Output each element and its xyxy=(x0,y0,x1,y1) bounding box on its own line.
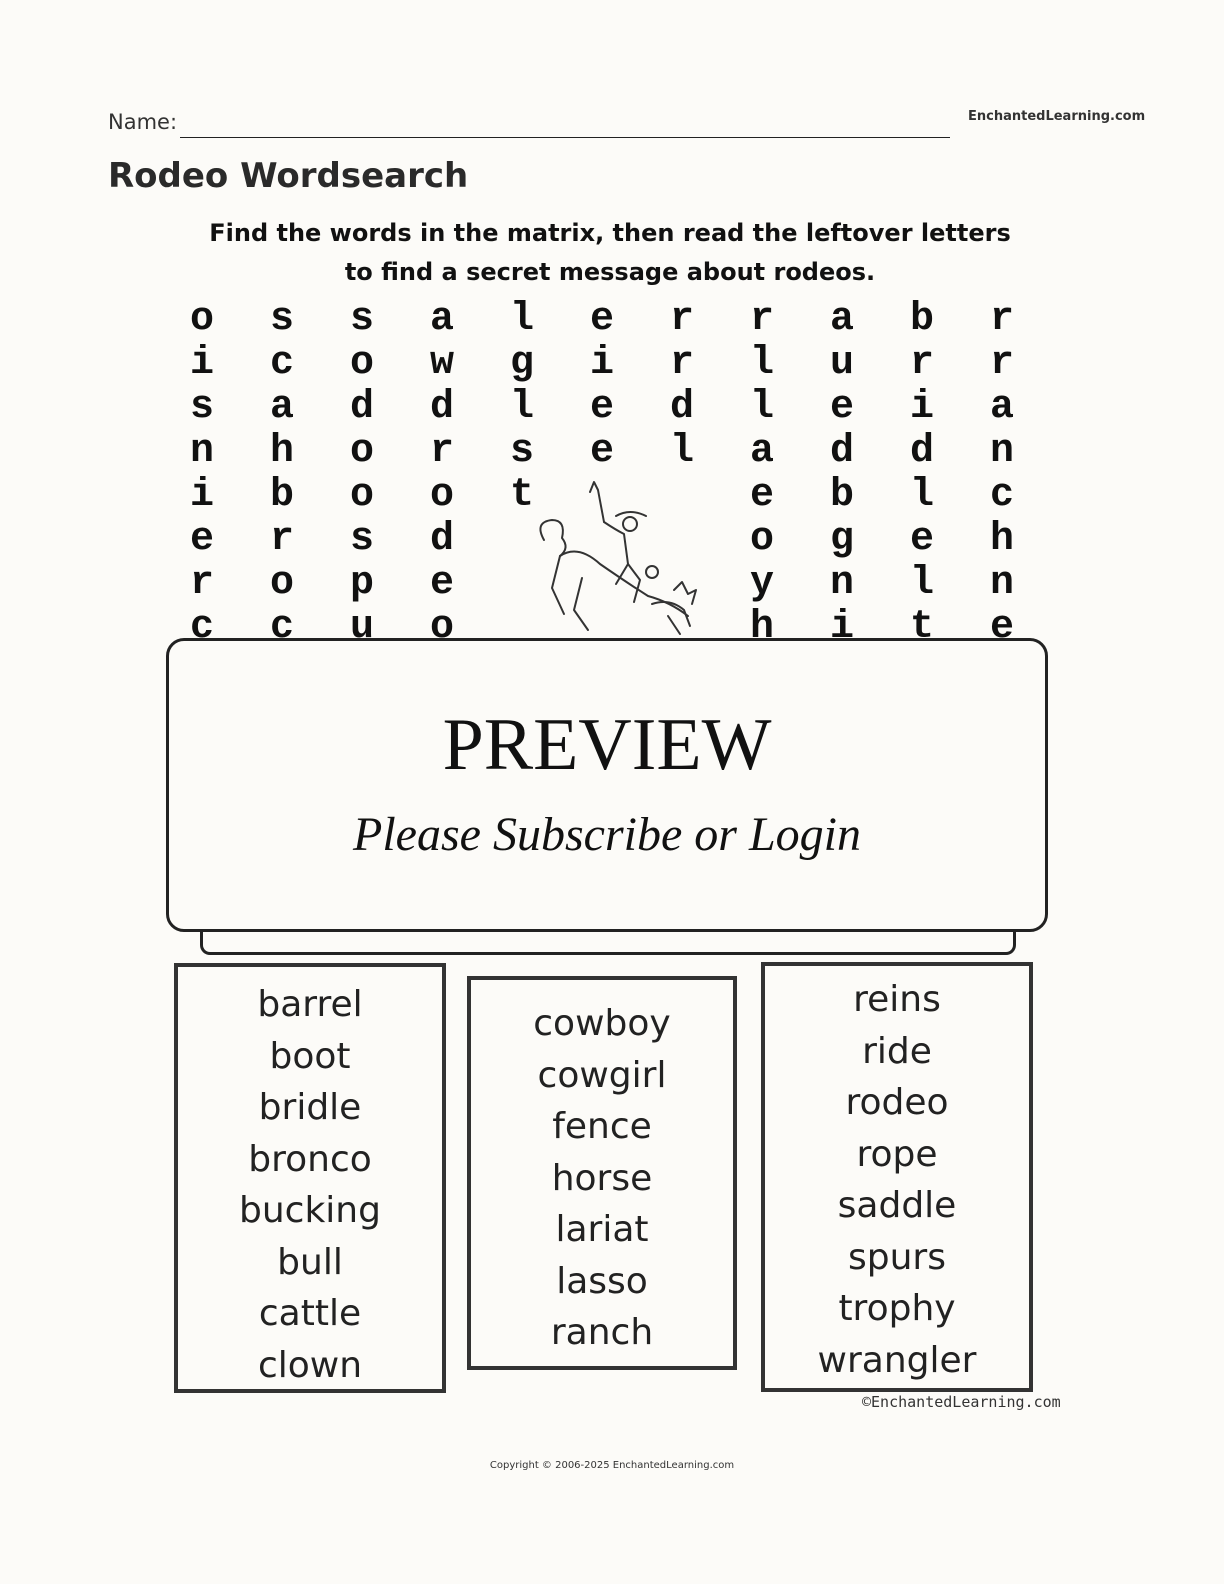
grid-letter: s xyxy=(269,298,294,342)
grid-letter: d xyxy=(909,429,934,474)
word-item: barrel xyxy=(257,984,363,1025)
word-list-box-1 xyxy=(174,963,446,1393)
grid-letter: l xyxy=(909,473,934,518)
grid-letter: o xyxy=(189,298,214,342)
grid-letter: l xyxy=(509,385,534,430)
grid-letter: h xyxy=(749,605,774,638)
grid-letter: d xyxy=(669,385,694,430)
grid-letter: l xyxy=(669,429,694,474)
word-item: cattle xyxy=(258,1293,362,1334)
grid-letter: t xyxy=(909,605,934,638)
grid-letter: n xyxy=(829,561,854,606)
grid-letter: r xyxy=(909,341,934,386)
rider-hat xyxy=(616,512,646,516)
grid-letter: e xyxy=(589,385,614,430)
word-item: wrangler xyxy=(817,1339,977,1381)
grid-letter: e xyxy=(589,298,614,342)
grid-letter: r xyxy=(669,341,694,386)
preview-overlay[interactable] xyxy=(166,638,1048,932)
rodeo-rider-icon xyxy=(530,478,700,638)
word-list xyxy=(765,966,1029,1386)
word-item: rodeo xyxy=(845,1082,949,1123)
grid-letter: o xyxy=(269,561,294,606)
grid-letter: l xyxy=(509,298,534,342)
instructions-line-2: to find a secret message about rodeos. xyxy=(344,258,876,286)
word-item: ranch xyxy=(550,1312,654,1353)
grid-letter: d xyxy=(349,385,374,430)
grid-letter: u xyxy=(829,341,854,386)
grid-letter: d xyxy=(429,517,454,562)
grid-letter: b xyxy=(269,473,294,518)
grid-letter: o xyxy=(349,429,374,474)
word-item: saddle xyxy=(837,1185,957,1226)
word-list xyxy=(471,980,733,1359)
grid-letter: w xyxy=(429,341,454,386)
grid-row xyxy=(162,430,1042,474)
grid-letter: y xyxy=(749,561,774,606)
word-item: bull xyxy=(277,1241,343,1283)
site-header: EnchantedLearning.com xyxy=(968,109,1146,124)
grid-letter: o xyxy=(749,517,774,562)
horse-back xyxy=(560,552,688,617)
word-list-box-2 xyxy=(467,976,737,1370)
word-item: bridle xyxy=(258,1087,362,1128)
grid-letter: o xyxy=(349,341,374,386)
grid-letter: r xyxy=(269,517,294,562)
word-item: clown xyxy=(257,1344,363,1386)
word-item: cowgirl xyxy=(537,1054,667,1096)
subscribe-login-link[interactable]: Please Subscribe or Login xyxy=(353,808,861,861)
grid-letter: r xyxy=(989,341,1014,386)
grid-row xyxy=(162,386,1042,430)
grid-letter: h xyxy=(269,429,294,474)
word-item: reins xyxy=(853,979,941,1020)
grid-letter: s xyxy=(349,517,374,562)
rider-head xyxy=(623,517,637,531)
grid-letter: a xyxy=(269,385,294,430)
horse-tail xyxy=(540,520,565,556)
grid-letter: n xyxy=(989,429,1014,474)
page-title: Rodeo Wordsearch xyxy=(108,156,469,196)
grid-letter: r xyxy=(989,298,1014,342)
rider-raised-arm xyxy=(590,482,604,522)
grid-letter: e xyxy=(829,385,854,430)
grid-letter: e xyxy=(429,561,454,606)
grid-letter: i xyxy=(589,341,614,386)
word-item: lasso xyxy=(556,1260,648,1302)
grid-letter: r xyxy=(749,298,774,342)
grid-letter: e xyxy=(909,517,934,562)
grid-letter: d xyxy=(429,385,454,430)
grid-letter: a xyxy=(829,298,854,342)
word-item: trophy xyxy=(838,1288,956,1329)
grid-row xyxy=(162,342,1042,386)
name-label: Name: xyxy=(108,110,178,134)
grid-letter: u xyxy=(349,605,374,638)
word-item: lariat xyxy=(555,1209,649,1250)
grid-letter: d xyxy=(829,429,854,474)
grid-letter: n xyxy=(989,561,1014,606)
grid-letter: i xyxy=(909,385,934,430)
word-list-box-3 xyxy=(761,962,1033,1392)
horse-front xyxy=(652,602,690,634)
grid-letter: a xyxy=(429,298,454,342)
grid-letter: g xyxy=(509,341,534,386)
grid-letter: a xyxy=(989,385,1014,430)
grid-letter: o xyxy=(429,605,454,638)
grid-letter: i xyxy=(189,341,214,386)
grid-letter: o xyxy=(349,473,374,518)
grid-letter: h xyxy=(989,517,1014,562)
horse-hind-legs xyxy=(552,556,588,630)
grid-letter: g xyxy=(829,517,854,562)
grid-letter: o xyxy=(429,473,454,518)
grid-letter: b xyxy=(829,473,854,518)
grid-letter: c xyxy=(989,473,1014,518)
grid-letter: i xyxy=(189,473,214,518)
grid-letter: l xyxy=(749,341,774,386)
grid-letter: c xyxy=(269,605,294,638)
grid-letter: e xyxy=(989,605,1014,638)
grid-letter: r xyxy=(429,429,454,474)
grid-letter: a xyxy=(749,429,774,474)
word-item: rope xyxy=(856,1133,938,1175)
grid-letter: r xyxy=(669,298,694,342)
grid-letter: s xyxy=(509,429,534,474)
word-item: horse xyxy=(551,1157,653,1199)
word-item: bronco xyxy=(248,1138,372,1180)
grid-letter: c xyxy=(189,605,214,638)
word-item: fence xyxy=(552,1106,652,1147)
word-item: boot xyxy=(269,1035,351,1077)
grid-letter: i xyxy=(829,605,854,638)
grid-letter: s xyxy=(349,298,374,342)
word-item: ride xyxy=(862,1030,932,1072)
grid-letter: t xyxy=(509,473,534,518)
word-item: spurs xyxy=(848,1236,946,1278)
word-list xyxy=(178,967,442,1391)
grid-letter: e xyxy=(589,429,614,474)
rope-coil xyxy=(646,566,658,578)
grid-letter: r xyxy=(189,561,214,606)
word-item: bucking xyxy=(239,1190,381,1231)
instructions xyxy=(150,214,1070,292)
grid-letter: p xyxy=(349,561,374,606)
grid-letter: s xyxy=(189,385,214,430)
grid-letter: l xyxy=(749,385,774,430)
grid-letter: n xyxy=(189,429,214,474)
grid-letter: e xyxy=(189,517,214,562)
preview-title: PREVIEW xyxy=(442,704,772,786)
footer-credit: ©EnchantedLearning.com xyxy=(862,1393,1061,1411)
copyright: Copyright © 2006-2025 EnchantedLearning.com xyxy=(489,1460,735,1471)
instructions-line-1: Find the words in the matrix, then read the leftover letters xyxy=(209,219,1011,247)
grid-row xyxy=(162,298,1042,342)
horse-mane xyxy=(674,582,696,604)
word-item: cowboy xyxy=(533,1003,671,1044)
grid-letter: b xyxy=(909,298,934,342)
grid-letter: e xyxy=(749,473,774,518)
name-line xyxy=(180,137,950,138)
grid-letter: l xyxy=(909,561,934,606)
grid-letter: c xyxy=(269,341,294,386)
